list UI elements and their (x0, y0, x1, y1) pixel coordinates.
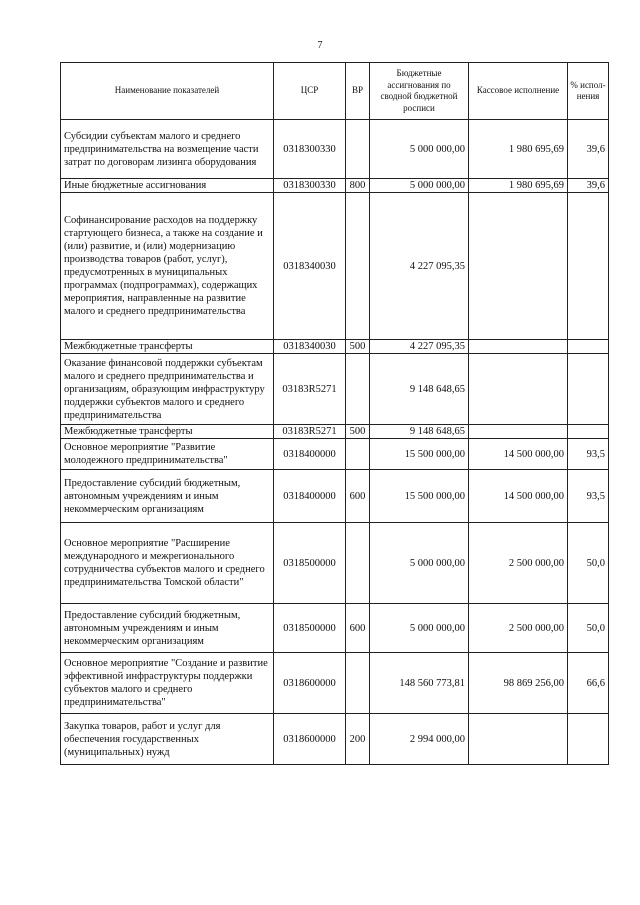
row-budget: 5 000 000,00 (370, 179, 469, 193)
row-csr: 0318500000 (274, 604, 346, 653)
header-name: Наименование показателей (61, 63, 274, 120)
row-csr: 0318400000 (274, 470, 346, 523)
table-row (61, 179, 609, 193)
table-row (61, 193, 609, 340)
row-budget: 148 560 773,81 (370, 653, 469, 714)
table-row (61, 604, 609, 653)
row-name: Закупка товаров, работ и услуг для обеспечения государственных (муниципальных) нужд (61, 714, 274, 765)
row-vr (346, 120, 370, 179)
table-row (61, 439, 609, 470)
header-cash: Кассовое исполнение (469, 63, 568, 120)
row-name: Основное мероприятие "Создание и развитие эффективной инфраструктуры поддержки субъектов малого и среднего предпринимательства" (61, 653, 274, 714)
row-cash: 2 500 000,00 (469, 523, 568, 604)
row-cash (469, 354, 568, 425)
row-budget: 5 000 000,00 (370, 120, 469, 179)
row-csr: 0318300330 (274, 179, 346, 193)
header-vr: ВР (346, 63, 370, 120)
row-name: Предоставление субсидий бюджетным, автономным учреждениям и иным некоммерческим организациям (61, 604, 274, 653)
row-name: Субсидии субъектам малого и среднего предпринимательства на возмещение части затрат по договорам лизинга оборудования (61, 120, 274, 179)
row-pct: 93,5 (568, 470, 609, 523)
row-name: Иные бюджетные ассигнования (61, 179, 274, 193)
row-vr: 800 (346, 179, 370, 193)
row-name: Основное мероприятие "Расширение международного и межрегионального сотрудничества субъектов малого и среднего предпринимательства Томской области" (61, 523, 274, 604)
row-pct: 93,5 (568, 439, 609, 470)
row-csr: 0318600000 (274, 714, 346, 765)
row-budget: 9 148 648,65 (370, 425, 469, 439)
row-csr: 0318300330 (274, 120, 346, 179)
row-cash: 2 500 000,00 (469, 604, 568, 653)
row-csr: 0318400000 (274, 439, 346, 470)
row-vr (346, 653, 370, 714)
budget-execution-table (60, 62, 609, 765)
row-budget: 5 000 000,00 (370, 604, 469, 653)
header-budget: Бюджетные ассигнования по сводной бюджетной росписи (370, 63, 469, 120)
table-row (61, 340, 609, 354)
row-cash: 14 500 000,00 (469, 470, 568, 523)
row-csr: 03183R5271 (274, 425, 346, 439)
row-pct (568, 714, 609, 765)
row-name: Основное мероприятие "Развитие молодежного предпринимательства" (61, 439, 274, 470)
row-pct: 39,6 (568, 179, 609, 193)
row-budget: 15 500 000,00 (370, 439, 469, 470)
row-pct: 50,0 (568, 604, 609, 653)
table-header-row (61, 63, 609, 120)
header-csr: ЦСР (274, 63, 346, 120)
row-vr (346, 439, 370, 470)
row-cash: 1 980 695,69 (469, 120, 568, 179)
row-name: Софинансирование расходов на поддержку стартующего бизнеса, а также на создание и (или) развитие, и (или) модернизацию производства товаров (работ, услуг), предусмотренных в муниципальных программах (подпрограммах), содержащих мероприятия, направленные на развитие малого и среднего предпринимательства (61, 193, 274, 340)
row-cash: 14 500 000,00 (469, 439, 568, 470)
row-cash: 98 869 256,00 (469, 653, 568, 714)
row-pct (568, 193, 609, 340)
table-row (61, 120, 609, 179)
row-cash (469, 425, 568, 439)
row-pct (568, 354, 609, 425)
row-budget: 4 227 095,35 (370, 340, 469, 354)
table-row (61, 653, 609, 714)
row-pct: 39,6 (568, 120, 609, 179)
row-csr: 0318600000 (274, 653, 346, 714)
row-budget: 4 227 095,35 (370, 193, 469, 340)
row-pct (568, 425, 609, 439)
row-pct: 66,6 (568, 653, 609, 714)
header-pct: % испол-нения (568, 63, 609, 120)
row-pct: 50,0 (568, 523, 609, 604)
table-row (61, 714, 609, 765)
row-name: Предоставление субсидий бюджетным, автономным учреждениям и иным некоммерческим организациям (61, 470, 274, 523)
row-name: Межбюджетные трансферты (61, 425, 274, 439)
row-budget: 2 994 000,00 (370, 714, 469, 765)
row-budget: 15 500 000,00 (370, 470, 469, 523)
page-number: 7 (317, 40, 323, 51)
row-vr: 200 (346, 714, 370, 765)
table-row (61, 354, 609, 425)
table-row (61, 523, 609, 604)
row-cash: 1 980 695,69 (469, 179, 568, 193)
row-vr (346, 354, 370, 425)
row-pct (568, 340, 609, 354)
row-cash (469, 193, 568, 340)
row-csr: 0318340030 (274, 340, 346, 354)
row-csr: 03183R5271 (274, 354, 346, 425)
row-vr: 600 (346, 470, 370, 523)
row-vr: 600 (346, 604, 370, 653)
row-budget: 5 000 000,00 (370, 523, 469, 604)
row-csr: 0318500000 (274, 523, 346, 604)
row-cash (469, 340, 568, 354)
row-vr: 500 (346, 340, 370, 354)
row-cash (469, 714, 568, 765)
row-vr (346, 523, 370, 604)
row-vr (346, 193, 370, 340)
table-row (61, 470, 609, 523)
table-row (61, 425, 609, 439)
row-budget: 9 148 648,65 (370, 354, 469, 425)
row-csr: 0318340030 (274, 193, 346, 340)
row-name: Межбюджетные трансферты (61, 340, 274, 354)
row-name: Оказание финансовой поддержки субъектам малого и среднего предпринимательства и организациям, образующим инфраструктуру поддержки субъектов малого и среднего предпринимательства (61, 354, 274, 425)
row-vr: 500 (346, 425, 370, 439)
